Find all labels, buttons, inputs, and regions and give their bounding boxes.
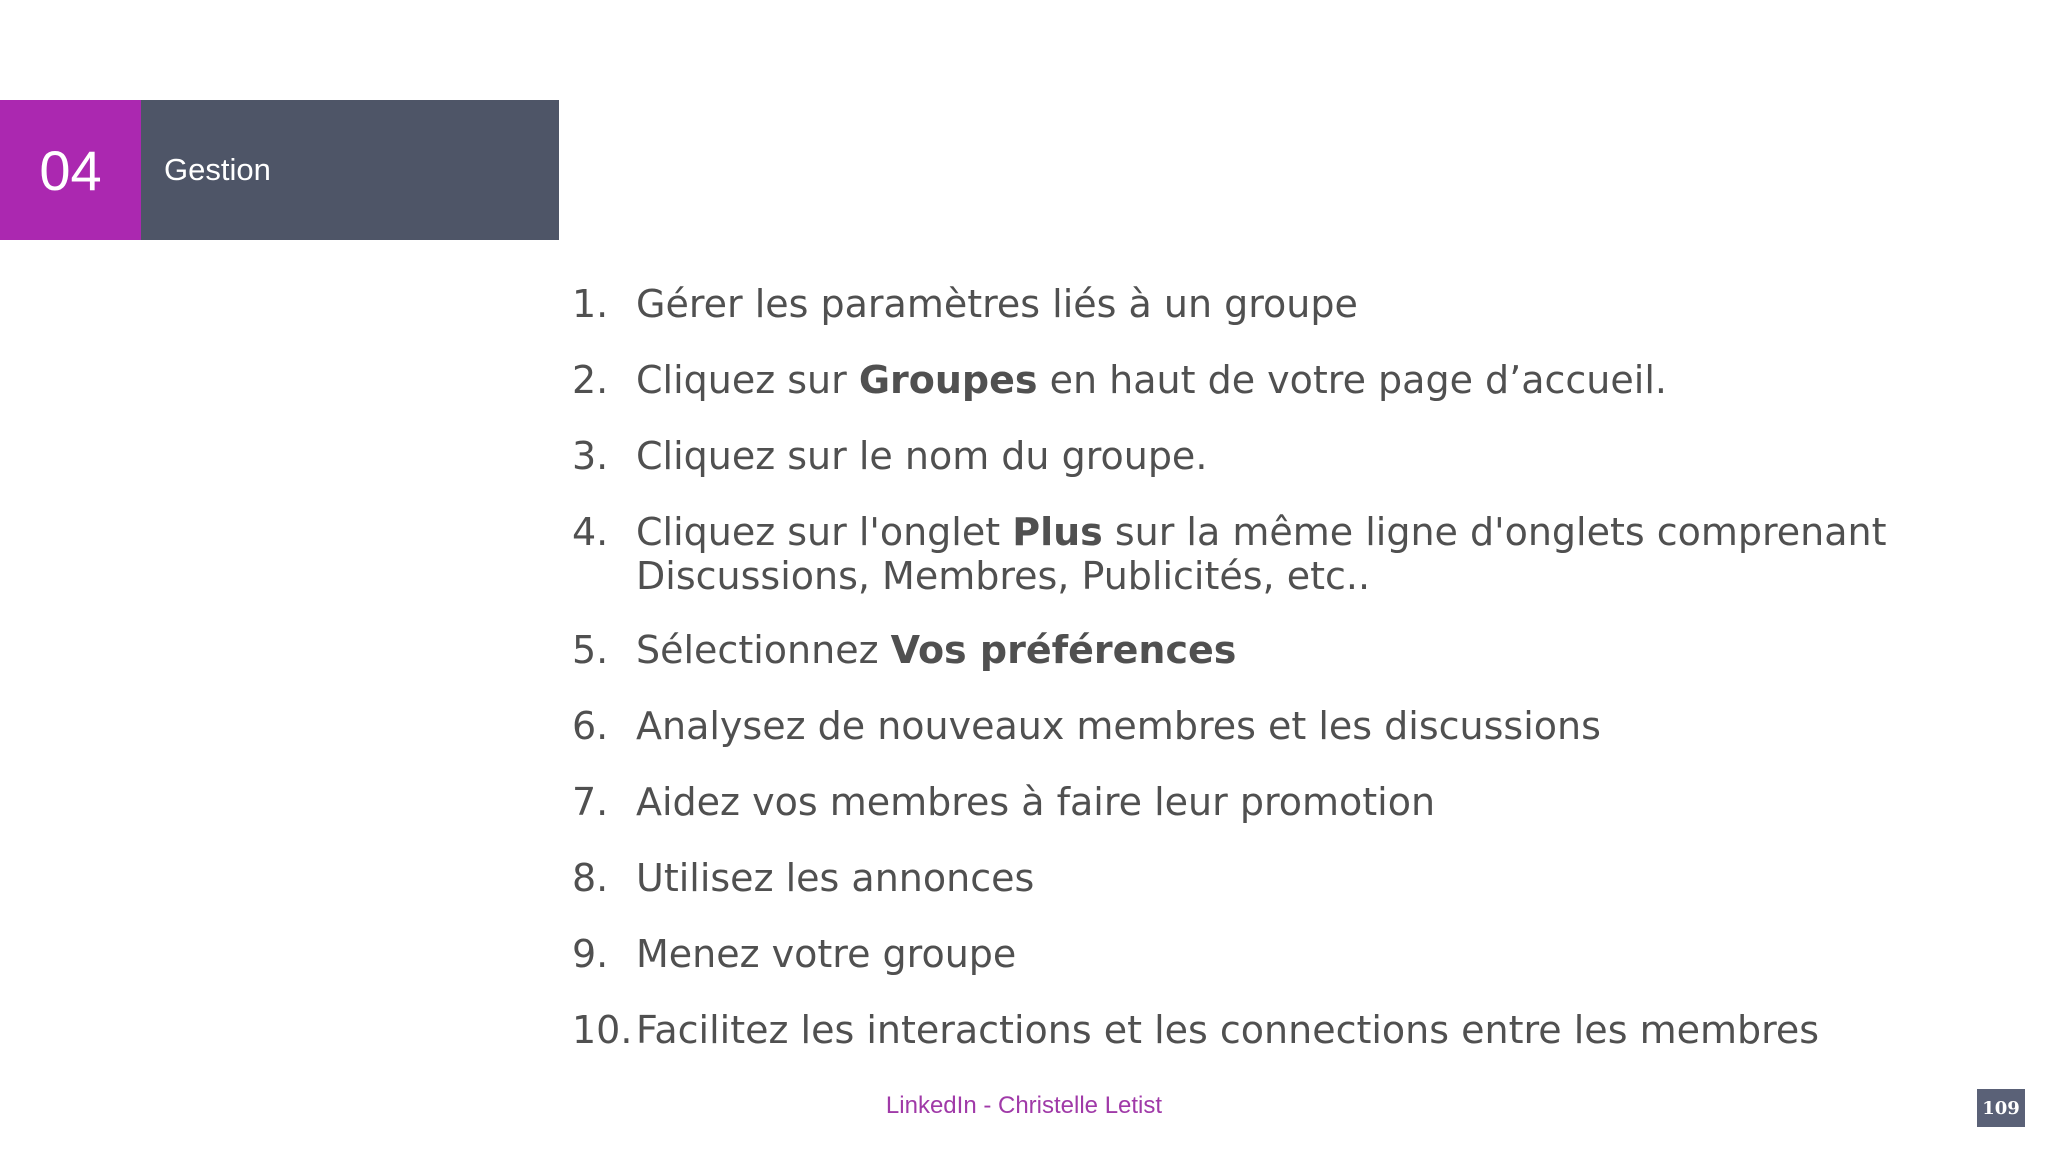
step-emphasis: Groupes — [858, 358, 1038, 402]
step-text: Cliquez sur l'onglet Plus sur la même ligne d'onglets comprenant Discussions, Membres, Publicités, etc.. — [636, 510, 1887, 598]
step-text: Utilisez les annonces — [636, 856, 1035, 900]
step-number: 4. — [572, 510, 609, 554]
step-number: 6. — [572, 704, 609, 748]
step-text: Cliquez sur le nom du groupe. — [636, 434, 1208, 478]
section-title: Gestion — [141, 100, 559, 240]
section-header — [0, 100, 559, 240]
step-number: 7. — [572, 780, 609, 824]
step-text: Cliquez sur Groupes en haut de votre page d’accueil. — [636, 358, 1667, 402]
footer-credit: LinkedIn - Christelle Letist — [885, 1092, 1163, 1119]
step-number: 1. — [572, 282, 609, 326]
step-text: Menez votre groupe — [636, 932, 1017, 976]
step-text: Gérer les paramètres liés à un groupe — [636, 282, 1358, 326]
step-number: 2. — [572, 358, 609, 402]
step-number: 9. — [572, 932, 609, 976]
step-text: Analysez de nouveaux membres et les discussions — [636, 704, 1601, 748]
step-emphasis: Vos préférences — [890, 628, 1237, 672]
step-emphasis: Plus — [1012, 510, 1103, 554]
step-number: 5. — [572, 628, 609, 672]
step-text: Facilitez les interactions et les connections entre les membres — [636, 1008, 1820, 1052]
page-number-badge: 109 — [1977, 1089, 2025, 1127]
step-number: 3. — [572, 434, 609, 478]
step-text: Aidez vos membres à faire leur promotion — [636, 780, 1436, 824]
step-number: 8. — [572, 856, 609, 900]
step-number: 10. — [572, 1008, 633, 1052]
step-text: Sélectionnez Vos préférences — [636, 628, 1237, 672]
section-number: 04 — [0, 100, 141, 240]
